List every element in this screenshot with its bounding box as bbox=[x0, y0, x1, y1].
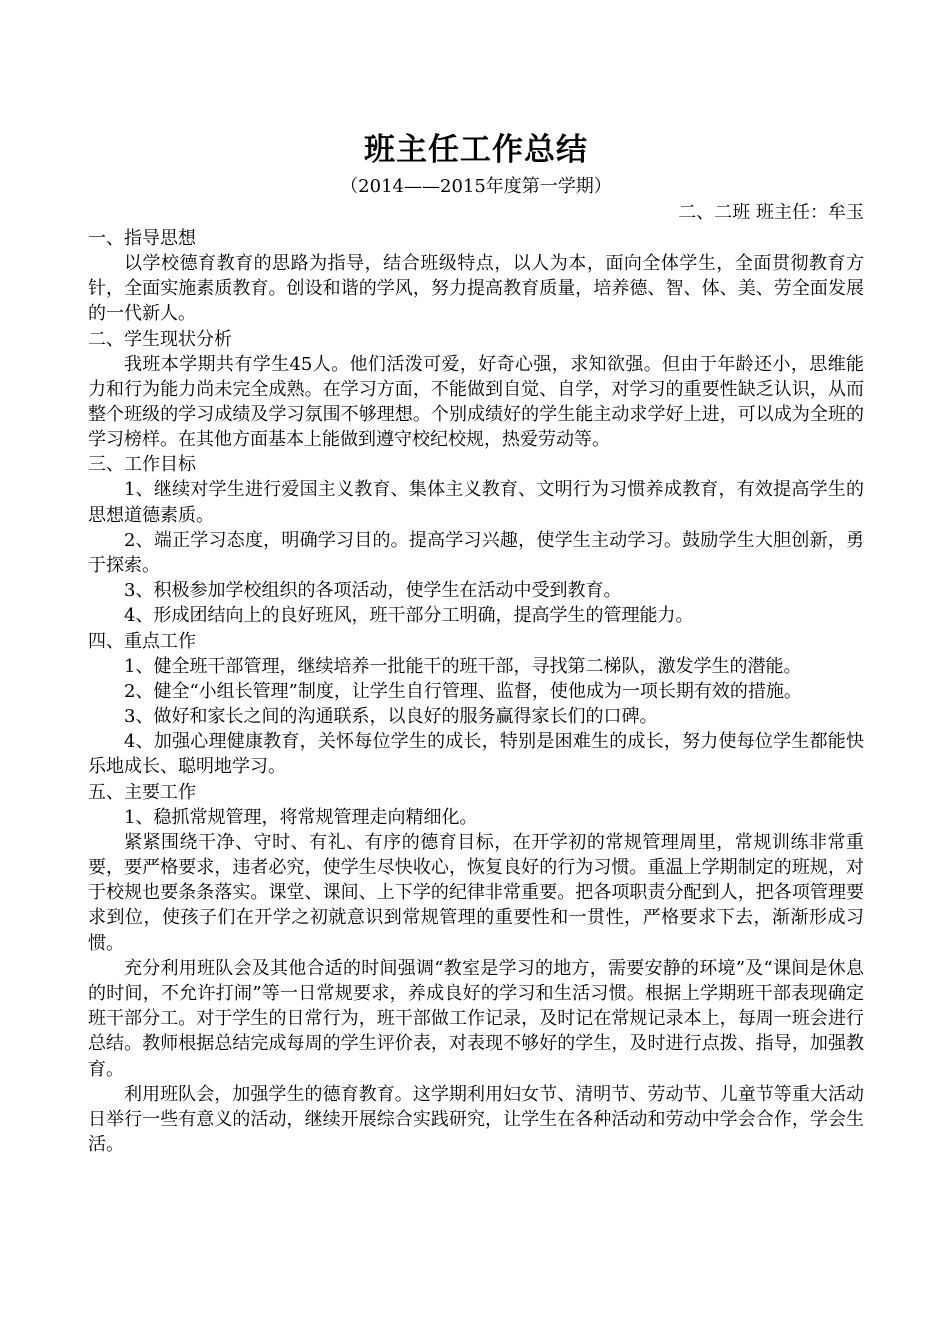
section-heading: 四、重点工作 bbox=[88, 630, 196, 652]
section-guiding-ideology bbox=[88, 226, 864, 327]
body-paragraph: 充分利用班队会及其他合适的时间强调“教室是学习的地方，需要安静的环境”及“课间是休息的时间，不允许打闹”等一日常规要求，养成良好的学习和生活习惯。根据上学期班干部表现确定班干部分工。对于学生的日常行为，班干部做工作记录，及时记在常规记录本上，每周一班会进行总结。教师根据总结完成每周的学生评价表，对表现不够好的学生，及时进行点拨、指导，加强教育。 bbox=[88, 957, 864, 1080]
section-key-work bbox=[88, 629, 864, 780]
document-subtitle: （2014——2015年度第一学期） bbox=[340, 176, 612, 197]
body-paragraph: 4、形成团结向上的良好班风，班干部分工明确，提高学生的管理能力。 bbox=[124, 605, 694, 627]
document-page bbox=[88, 126, 864, 1158]
section-heading: 五、主要工作 bbox=[88, 781, 196, 803]
body-paragraph: 紧紧围绕干净、守时、有礼、有序的德育目标，在开学初的常规管理周里，常规训练非常重要，要严格要求，违者必究，使学生尽快收心，恢复良好的行为习惯。重温上学期制定的班规，对于校规也要条条落实。课堂、课间、上下学的纪律非常重要。把各项职责分配到人，把各项管理要求到位，使孩子们在开学之初就意识到常规管理的重要性和一贯性，严格要求下去，渐渐形成习惯。 bbox=[88, 831, 864, 954]
section-work-goals bbox=[88, 452, 864, 628]
body-paragraph: 利用班队会，加强学生的德育教育。这学期利用妇女节、清明节、劳动节、儿童节等重大活动日举行一些有意义的活动，继续开展综合实践研究，让学生在各种活动和劳动中学会合作，学会生活。 bbox=[88, 1083, 864, 1156]
section-heading: 一、指导思想 bbox=[88, 228, 196, 249]
section-heading: 二、学生现状分析 bbox=[88, 328, 232, 350]
body-paragraph: 3、做好和家长之间的沟通联系，以良好的服务赢得家长们的口碑。 bbox=[124, 706, 658, 728]
author-byline: 二、二班 班主任：牟玉 bbox=[678, 202, 864, 223]
document-title: 班主任工作总结 bbox=[364, 132, 588, 168]
body-paragraph: 1、健全班干部管理，继续培养一批能干的班干部，寻找第二梯队，激发学生的潜能。 bbox=[124, 655, 802, 677]
body-paragraph: 2、端正学习态度，明确学习目的。提高学习兴趣，使学生主动学习。鼓励学生大胆创新，勇于探索。 bbox=[88, 529, 864, 577]
body-paragraph: 4、加强心理健康教育，关怀每位学生的成长，特别是困难生的成长，努力使每位学生都能快乐地成长、聪明地学习。 bbox=[88, 731, 864, 778]
body-paragraph: 我班本学期共有学生45人。他们活泼可爱，好奇心强，求知欲强。但由于年龄还小，思维能力和行为能力尚未完全成熟。在学习方面，不能做到自觉、自学，对学习的重要性缺乏认识，从而整个班级的学习成绩及学习氛围不够理想。个别成绩好的学生能主动求学好上进，可以成为全班的学习榜样。在其他方面基本上能做到遵守校纪校规，热爱劳动等。 bbox=[88, 353, 864, 451]
section-main-work bbox=[88, 780, 864, 1158]
section-heading: 三、工作目标 bbox=[88, 454, 196, 476]
section-student-analysis bbox=[88, 327, 864, 453]
body-paragraph: 1、稳抓常规管理，将常规管理走向精细化。 bbox=[124, 806, 478, 828]
body-paragraph: 3、积极参加学校组织的各项活动，使学生在活动中受到教育。 bbox=[124, 580, 622, 602]
body-paragraph: 2、健全“小组长管理”制度，让学生自行管理、监督，使他成为一项长期有效的措施。 bbox=[124, 680, 802, 702]
body-paragraph: 以学校德育教育的思路为指导，结合班级特点，以人为本，面向全体学生，全面贯彻教育方针，全面实施素质教育。创设和谐的学风，努力提高教育质量，培养德、智、体、美、劳全面发展的一代新人。 bbox=[88, 253, 864, 325]
body-paragraph: 1、继续对学生进行爱国主义教育、集体主义教育、文明行为习惯养成教育，有效提高学生的思想道德素质。 bbox=[88, 479, 864, 526]
